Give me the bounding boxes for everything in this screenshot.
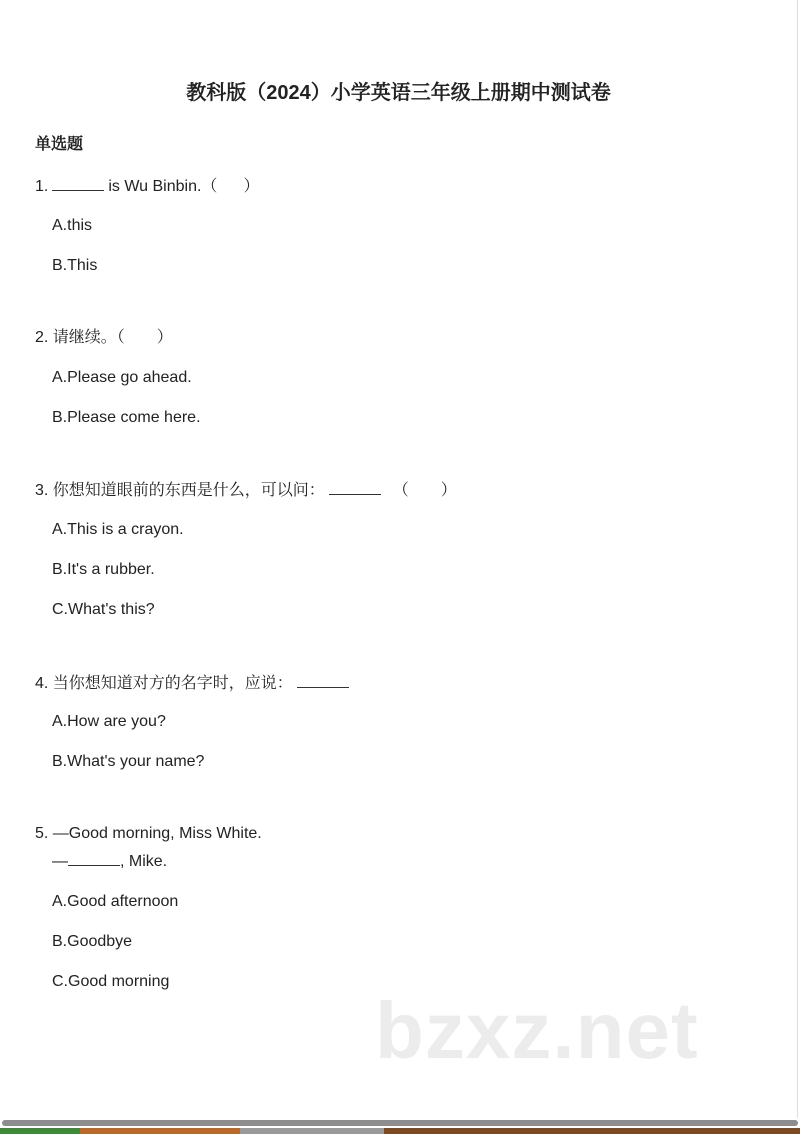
question-text: 3. 你想知道眼前的东西是什么，可以问： <box>35 482 325 499</box>
option[interactable]: A.Good afternoon <box>52 893 179 910</box>
question-text: 4. 当你想知道对方的名字时，应说： <box>35 675 293 692</box>
option[interactable]: A.this <box>52 217 93 234</box>
question-4 <box>35 673 353 694</box>
answer-blank <box>329 480 381 495</box>
horizontal-scrollbar[interactable] <box>0 1119 800 1127</box>
watermark: bzxz.net <box>375 986 699 1075</box>
question-5: 5. —Good morning, Miss White. <box>35 825 262 842</box>
background-image-strip <box>0 1128 800 1134</box>
question-3 <box>35 480 457 501</box>
question-text: is Wu Binbin.（ <box>108 178 218 195</box>
option[interactable]: B.Goodbye <box>52 933 133 950</box>
option[interactable]: B.Please come here. <box>52 409 201 426</box>
question-number: 1. <box>35 178 49 195</box>
option[interactable]: B.It's a rubber. <box>52 561 155 578</box>
option[interactable]: A.How are you? <box>52 713 166 730</box>
answer-blank <box>297 673 349 688</box>
option[interactable]: B.What's your name? <box>52 753 205 770</box>
option[interactable]: C.What's this? <box>52 601 155 618</box>
scrollbar-thumb[interactable] <box>2 1120 798 1126</box>
answer-blank <box>68 851 120 866</box>
answer-blank <box>52 176 104 191</box>
option[interactable]: A.This is a crayon. <box>52 521 184 538</box>
question-2: 2. 请继续。（ ） <box>35 329 173 346</box>
question-paren: ） <box>243 178 260 195</box>
page-title: 教科版（2024）小学英语三年级上册期中测试卷 <box>186 82 611 104</box>
section-heading: 单选题 <box>35 136 84 153</box>
question-text: , Mike. <box>120 853 168 870</box>
option[interactable]: A.Please go ahead. <box>52 369 192 386</box>
dash: — <box>52 853 68 870</box>
question-paren: （ ） <box>392 482 457 499</box>
question-5-line-2 <box>52 851 167 872</box>
option[interactable]: C.Good morning <box>52 973 170 990</box>
question-1 <box>35 176 259 197</box>
option[interactable]: B.This <box>52 257 98 274</box>
